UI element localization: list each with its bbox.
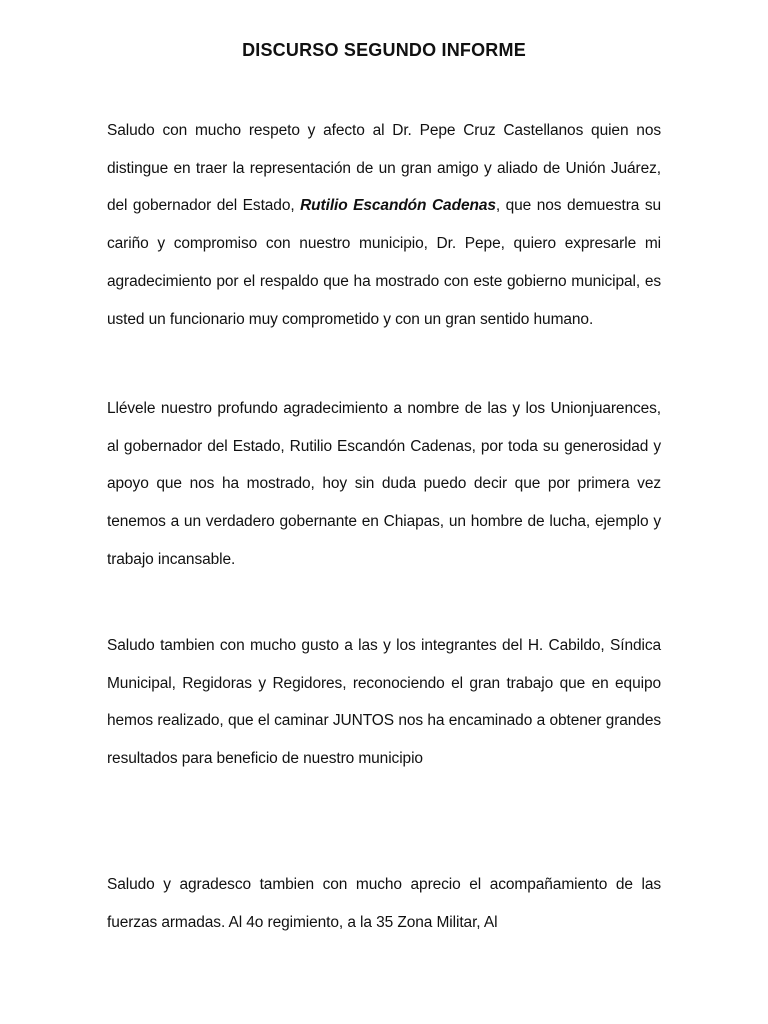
paragraph-text: Saludo con mucho respeto y afecto al Dr. Pepe Cruz Castellanos quien nos distingue en traer la representación de un gran amigo y aliado de Unión Juárez, del gobernador del Estado,: [107, 122, 661, 215]
paragraph-greeting-armed-forces: Saludo y agradesco tambien con mucho aprecio el acompañamiento de las fuerzas armadas. Al 4o regimiento, a la 35 Zona Militar, Al: [107, 876, 661, 931]
paragraph-text: , que nos demuestra su cariño y compromiso con nuestro municipio, Dr. Pepe, quiero expresarle mi agradecimiento por el respaldo que ha mostrado con este gobierno municipal, es usted un funcionario muy comprometido y con un gran sentido humano.: [107, 197, 661, 328]
emphasized-name: Rutilio Escandón Cadenas: [300, 197, 496, 215]
paragraph-greeting-dr-pepe: [107, 112, 661, 338]
paragraph-greeting-cabildo: Saludo tambien con mucho gusto a las y los integrantes del H. Cabildo, Síndica Municipal, Regidoras y Regidores, reconociendo el gran trabajo que en equipo hemos realizado, que el caminar JUNTOS nos ha encaminado a obtener grandes resultados para beneficio de nuestro municipio: [107, 637, 661, 768]
document-title: DISCURSO SEGUNDO INFORME: [242, 40, 526, 60]
paragraph-thanks-governor: Llévele nuestro profundo agradecimiento a nombre de las y los Unionjuarences, al gobernador del Estado, Rutilio Escandón Cadenas, por toda su generosidad y apoyo que nos ha mostrado, hoy sin duda puedo decir que por primera vez tenemos a un verdadero gobernante en Chiapas, un hombre de lucha, ejemplo y trabajo incansable.: [107, 400, 661, 568]
